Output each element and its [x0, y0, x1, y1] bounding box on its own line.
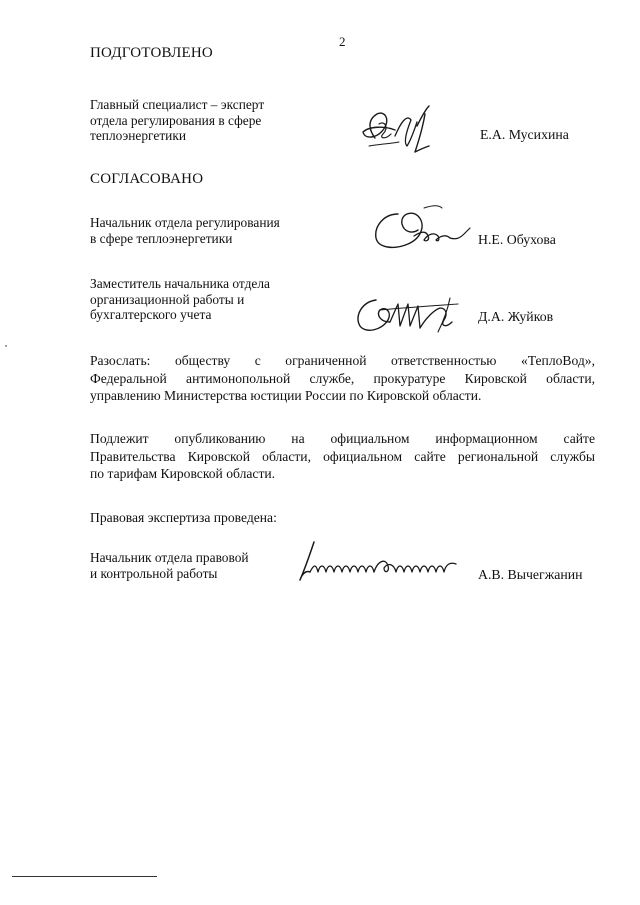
paragraph-line: по тарифам Кировской области. — [90, 466, 276, 481]
signatory-position: Начальник отдела регулирования в сфере теплоэнергетики — [90, 215, 280, 246]
signature-zhuykov — [350, 288, 465, 338]
signatory-position: Заместитель начальника отдела организационной работы и бухгалтерского учета — [90, 276, 270, 322]
prepared-heading: ПОДГОТОВЛЕНО — [90, 45, 213, 61]
signature-vychegzhanin — [292, 538, 467, 588]
paragraph-line: Федеральной антимонопольной службе, прокуратуре Кировской области, — [90, 370, 595, 386]
signature-musikhina — [355, 100, 450, 160]
publication-paragraph — [90, 430, 595, 483]
paragraph-line: Правительства Кировской области, официальном сайте региональной службы — [90, 448, 595, 464]
paragraph-line: управлению Министерства юстиции России по Кировской области. — [90, 388, 482, 403]
signature-obukhova — [368, 200, 473, 256]
legal-review-statement: Правовая экспертиза проведена: — [90, 510, 277, 525]
legal-review-position: Начальник отдела правовой и контрольной работы — [90, 550, 249, 581]
prepared-name: Е.А. Мусихина — [480, 127, 569, 142]
scan-speck — [5, 345, 7, 347]
paragraph-line: Разослать: обществу с ограниченной ответственностью «ТеплоВод», — [90, 353, 595, 368]
footnote-divider — [12, 876, 157, 877]
agreed-heading: СОГЛАСОВАНО — [90, 171, 204, 187]
signatory-name: Д.А. Жуйков — [478, 309, 554, 324]
legal-review-name: А.В. Вычегжанин — [478, 567, 583, 582]
distribution-paragraph — [90, 352, 595, 405]
paragraph-line: Подлежит опубликованию на официальном информационном сайте — [90, 431, 595, 446]
page-number: 2 — [339, 34, 346, 49]
signatory-name: Н.Е. Обухова — [478, 232, 556, 247]
prepared-position: Главный специалист – эксперт отдела регулирования в сфере теплоэнергетики — [90, 97, 265, 143]
